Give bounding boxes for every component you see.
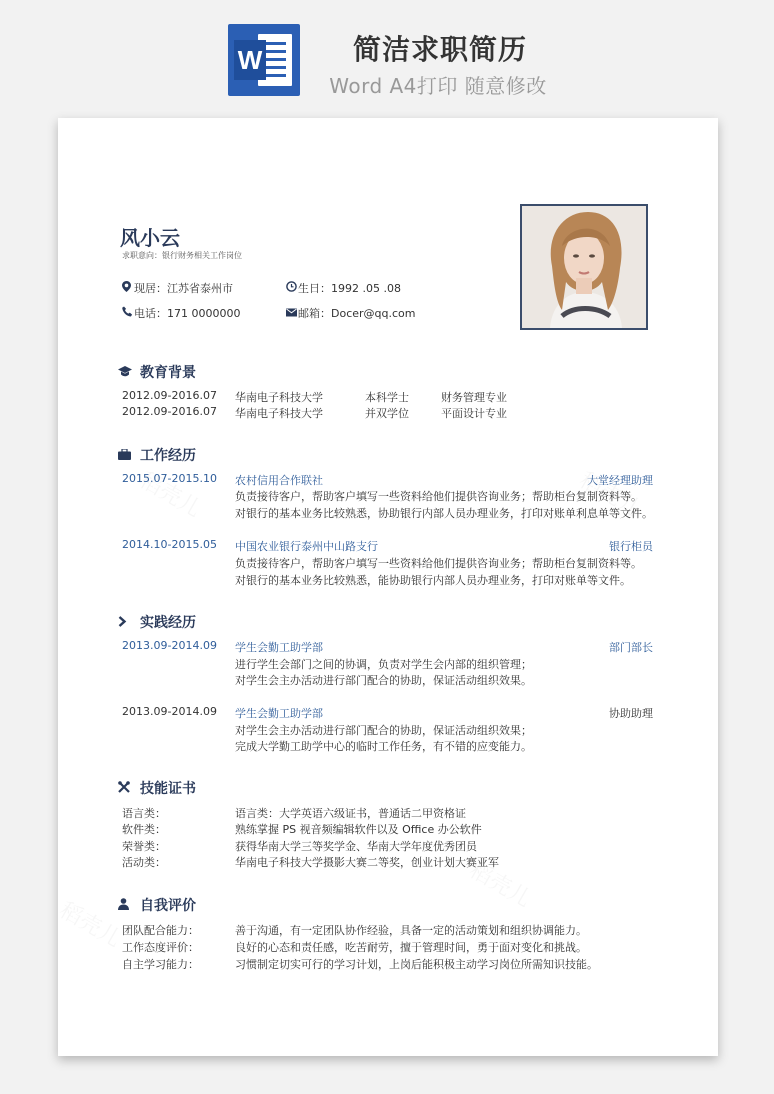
envelope-icon: [286, 307, 298, 320]
skill-label: 软件类：: [122, 823, 166, 836]
skill-value: 华南电子科技大学摄影大赛二等奖，创业计划大赛亚军: [235, 856, 499, 869]
residence-info: 现居：江苏省泰州市: [122, 280, 233, 296]
banner-title: 简洁求职简历: [352, 33, 527, 66]
work-desc: 负责接待客户，帮助客户填写一些资料给他们提供咨询业务；帮助柜台复制资料等。: [235, 490, 642, 503]
location-pin-icon: [122, 281, 134, 295]
skill-label: 语言类：: [122, 807, 166, 820]
person-icon: [118, 898, 140, 913]
section-practice-title: 实践经历: [118, 612, 196, 632]
practice-date: 2013.09-2014.09: [122, 705, 217, 718]
practice-desc: 完成大学勤工助学中心的临时工作任务，有不错的应变能力。: [235, 740, 532, 753]
skill-label: 荣誉类：: [122, 840, 166, 853]
practice-org: 学生会勤工助学部: [235, 707, 323, 720]
word-icon: W: [228, 24, 300, 96]
profile-photo: [520, 204, 648, 330]
practice-desc: 进行学生会部门之间的协调，负责对学生会内部的组织管理；: [235, 658, 532, 671]
practice-date: 2013.09-2014.09: [122, 639, 217, 652]
work-desc: 负责接待客户，帮助客户填写一些资料给他们提供咨询业务；帮助柜台复制资料等。: [235, 557, 642, 570]
self-label: 自主学习能力：: [122, 958, 199, 971]
edu-school: 华南电子科技大学: [235, 391, 323, 404]
work-role: 大堂经理助理: [587, 474, 653, 487]
candidate-name: 风小云: [120, 226, 180, 250]
self-value: 善于沟通，有一定团队协作经验，具备一定的活动策划和组织协调能力。: [235, 924, 587, 937]
edu-major: 平面设计专业: [441, 407, 507, 420]
watermark: [55, 894, 128, 954]
skill-value: 熟练掌握 PS 视音频编辑软件以及 Office 办公软件: [235, 823, 482, 836]
section-skills-title: 技能证书: [118, 778, 196, 798]
work-org: 中国农业银行泰州中山路支行: [235, 540, 378, 553]
self-label: 团队配合能力：: [122, 924, 199, 937]
birthday-info: 生日：1992 .05 .08: [286, 280, 401, 296]
section-education-title: 教育背景: [118, 362, 196, 382]
edu-major: 财务管理专业: [441, 391, 507, 404]
edu-date: 2012.09-2016.07: [122, 389, 217, 402]
banner-subtitle: Word A4打印 随意修改: [329, 74, 547, 98]
resume-page: [58, 118, 718, 1056]
email-info: 邮箱：Docer@qq.com: [286, 305, 416, 321]
section-work-title: 工作经历: [118, 445, 196, 465]
edu-degree: 并双学位: [365, 407, 409, 420]
edu-school: 华南电子科技大学: [235, 407, 323, 420]
work-date: 2014.10-2015.05: [122, 538, 217, 551]
work-desc: 对银行的基本业务比较熟悉，协助银行内部人员办理业务，打印对账单利息单等文件。: [235, 507, 653, 520]
self-value: 良好的心态和责任感，吃苦耐劳，擅于管理时间，勇于面对变化和挑战。: [235, 941, 587, 954]
clock-icon: [286, 281, 298, 295]
practice-desc: 对学生会主办活动进行部门配合的协助，保证活动组织效果；: [235, 724, 532, 737]
skill-label: 活动类：: [122, 856, 166, 869]
section-self-title: 自我评价: [118, 895, 196, 915]
phone-info: 电话：171 0000000: [122, 305, 240, 321]
briefcase-icon: [118, 449, 140, 463]
header-banner: [0, 0, 774, 110]
skill-value: 获得华南大学三等奖学金、华南大学年度优秀团员: [235, 840, 477, 853]
practice-org: 学生会勤工助学部: [235, 641, 323, 654]
practice-desc: 对学生会主办活动进行部门配合的协助，保证活动组织效果。: [235, 674, 532, 687]
work-date: 2015.07-2015.10: [122, 472, 217, 485]
work-role: 银行柜员: [609, 540, 653, 553]
work-desc: 对银行的基本业务比较熟悉，能协助银行内部人员办理业务，打印对账单等文件。: [235, 574, 631, 587]
chevron-right-icon: [118, 616, 140, 630]
edu-degree: 本科学士: [365, 391, 409, 404]
edu-date: 2012.09-2016.07: [122, 405, 217, 418]
graduation-cap-icon: [118, 366, 140, 380]
phone-icon: [122, 306, 134, 320]
self-value: 习惯制定切实可行的学习计划，上岗后能积极主动学习岗位所需知识技能。: [235, 958, 598, 971]
job-intent: 求职意向：银行财务相关工作岗位: [122, 251, 242, 260]
skill-value: 语言类：大学英语六级证书，普通话二甲资格证: [235, 807, 466, 820]
practice-role: 部门部长: [609, 641, 653, 654]
self-label: 工作态度评价：: [122, 941, 199, 954]
tools-icon: [118, 781, 140, 796]
work-org: 农村信用合作联社: [235, 474, 323, 487]
practice-role: 协助助理: [609, 707, 653, 720]
